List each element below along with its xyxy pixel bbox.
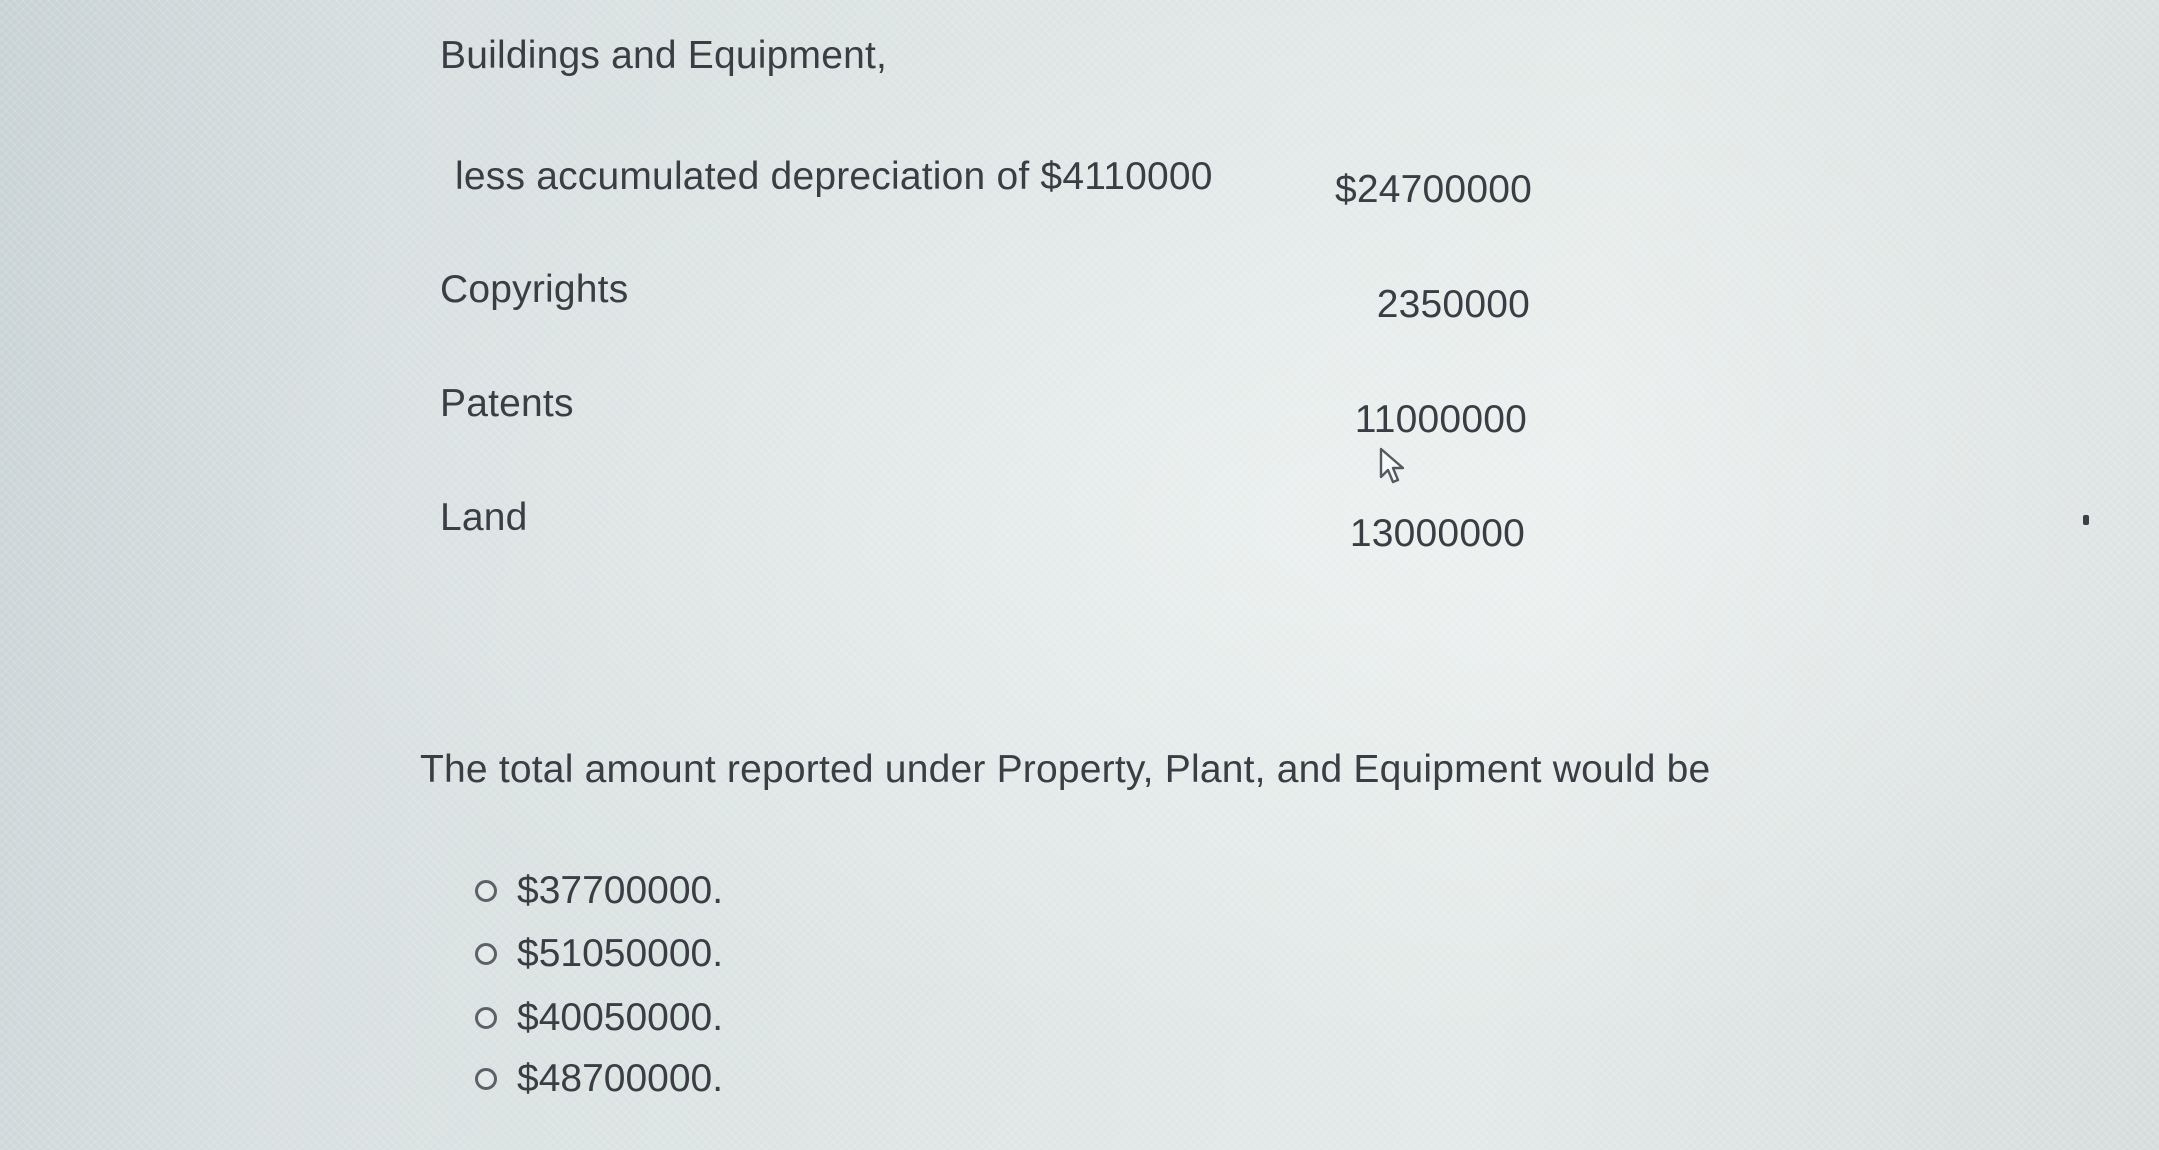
answer-option-label: $37700000. [517, 869, 724, 912]
asset-value-buildings: $24700000 [1334, 168, 1532, 211]
asset-label-copyrights: Copyrights [440, 268, 629, 311]
radio-button[interactable] [475, 880, 497, 902]
radio-button[interactable] [475, 943, 497, 965]
radio-button[interactable] [475, 1007, 497, 1029]
asset-label-patents: Patents [440, 382, 574, 425]
answer-option-label: $48700000. [517, 1057, 724, 1100]
asset-label-buildings: Buildings and Equipment, [440, 34, 888, 77]
asset-value-land: 13000000 [1349, 512, 1525, 555]
screen-speck [2083, 515, 2089, 525]
answer-option-label: $51050000. [517, 932, 724, 975]
asset-label-land: Land [440, 496, 528, 539]
radio-button[interactable] [475, 1068, 497, 1090]
asset-value-copyrights: 2350000 [1376, 283, 1530, 326]
answer-option-label: $40050000. [517, 996, 724, 1039]
asset-value-patents: 11000000 [1354, 398, 1527, 441]
answer-option-1[interactable] [475, 866, 723, 916]
answer-option-3[interactable] [475, 993, 723, 1043]
asset-label-depreciation: less accumulated depreciation of $4110000 [455, 155, 1213, 198]
answer-option-4[interactable] [475, 1054, 723, 1104]
answer-option-2[interactable] [475, 929, 723, 979]
question-text: The total amount reported under Property, Plant, and Equipment would be [420, 748, 1711, 791]
mouse-pointer-icon [1378, 447, 1408, 487]
